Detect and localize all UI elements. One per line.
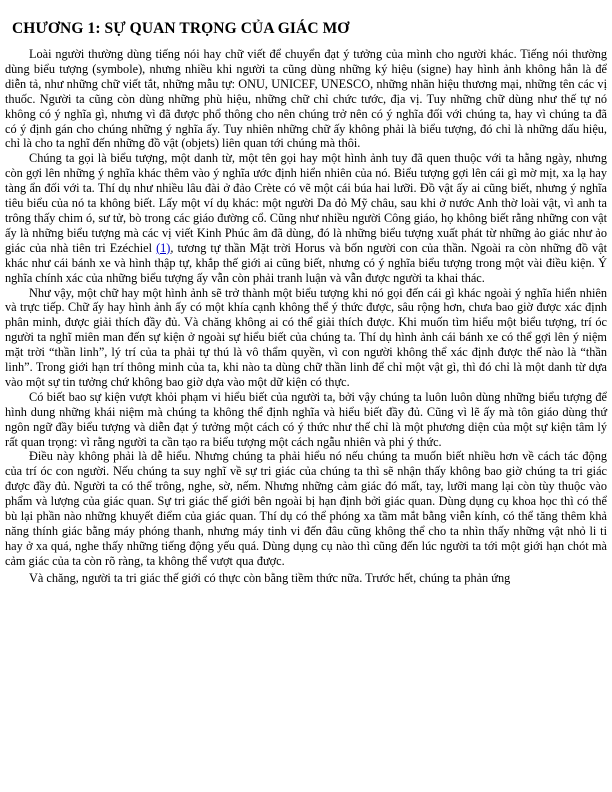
chapter-title: CHƯƠNG 1: SỰ QUAN TRỌNG CỦA GIÁC MƠ (12, 20, 350, 37)
paragraph-2-part-a: Chúng ta gọi là biểu tượng, một danh từ, một tên gọi hay một hình ảnh tuy đã quen thuộc với ta hằng ngày, nhưng còn gợi lên những ý nghĩa khác thêm vào ý nghĩa ước định hiển nhiên của nó. Biểu tượng gợi lên cái gì mờ mịt, xa lạ hay tàng ẩn đối với ta. Thí dụ như nhiều lâu đài ở đảo Crète có vẽ một cái búa hai lưỡi. Đồ vật ấy ai cũng biết, nhưng ý nghĩa tiêu biểu của nó ta không biết. Lấy một ví dụ khác: một người Da đỏ Mỹ châu, sau khi ở nước Anh thờ loài vật, vì anh ta trông thấy chim ó, sư tử, bò trong các giáo đường cổ. Cũng như nhiều người Công giáo, họ không biết rằng những con vật ấy là những biểu tượng mà các vị viết Kinh Phúc âm đã dùng, đó là những biểu tượng xuất phát từ những ảo giác như ảo giác của nhà tiên tri Ezéchiel (5, 151, 607, 255)
paragraph-1: Loài người thường dùng tiếng nói hay chữ viết để chuyển đạt ý tưởng của mình cho người khác. Tiếng nói thường dùng biểu tượng (symbole), nhưng nhiều khi người ta cũng dùng những ký hiệu (signe) hay hình ảnh không hẳn là để diễn tả, như những chữ viết tắt, những mẫu tự: ONU, UNICEF, UNESCO, những nhãn hiệu thương mại, những tên các vị thuốc. Người ta cũng còn dùng những phù hiệu, những chữ chỉ chức tước, địa vị. Tuy những chữ dùng như thế tự nó không có ý nghĩa gì, nhưng vì đã được phổ thông cho nên chúng trở nên có ý nghĩa đối với chúng ta, hay vì chúng ta đã có ý định gán cho chúng những ý nghĩa ấy. Tuy nhiên những chữ ấy không phải là biểu tượng, đó chỉ là những dấu hiệu, chỉ là cho ta nghĩ đến những đồ vật (objets) liên quan tới chúng mà thôi. (5, 47, 607, 151)
footnote-reference-link[interactable]: (1) (156, 240, 171, 255)
paragraph-6: Và chăng, người ta tri giác thế giới có thực còn bằng tiềm thức nữa. Trước hết, chúng ta phản ứng (29, 570, 511, 585)
paragraph-4: Có biết bao sự kiện vượt khỏi phạm vi hiểu biết của người ta, bởi vậy chúng ta luôn luôn dùng những biểu tượng để hình dung những khái niệm mà chúng ta không thể định nghĩa và hiểu biết đầy đủ. Cũng vì lẽ ấy mà tôn giáo dùng thứ ngôn ngữ đầy biểu tượng và diễn đạt ý tưởng một cách có ý thức như thế chỉ là một phương diện của một sự kiện tâm lý rất quan trọng: vì rằng người ta cần tạo ra biểu tượng một cách ngẫu nhiên và phi ý thức. (5, 389, 607, 449)
paragraph-2-part-b: , tương tự thần Mặt trời Horus và bốn người con của thần. Ngoài ra còn những đồ vật khác như cái bánh xe và hình thập tự, khắp thế giới ai cũng biết, nhưng có ý nghĩa biểu tượng trong một vài điều kiện. Ý nghĩa chính xác của những biểu tượng ấy vẫn còn phải tranh luận và vẫn được người ta khai thác. (5, 240, 607, 285)
paragraph-2 (5, 151, 607, 285)
body-text (5, 47, 607, 586)
paragraph-3: Như vậy, một chữ hay một hình ảnh sẽ trở thành một biểu tượng khi nó gọi đến cái gì khác ngoài ý nghĩa hiển nhiên và trực tiếp. Chữ ấy hay hình ảnh ấy có một khía cạnh không thể ý thức được, sâu rộng hơn, chưa bao giờ được xác định phân minh, được giải thích đầy đủ. Và chăng không ai có thể giải thích được. Khi muốn tìm hiểu một biểu tượng, trí óc người ta nghĩ miên man đến sự kiện ở ngoài sự hiểu biết của chúng ta. Thí dụ hình ảnh cái bánh xe có thể gợi lên ý niệm mặt trời “thần linh”, lý trí của ta phải tự thú là vô thẩm quyền, vì con người không thể xác định được thế nào là “thần linh”. Trong giới hạn trí thông minh của ta, khi nào ta dùng chữ thần linh để chỉ một vật gì, thì đó chỉ là một danh từ dựa vào một sự tin tưởng chứ không bao giờ dựa vào một dữ kiện có thực. (5, 285, 607, 389)
paragraph-5: Điều này không phải là dễ hiểu. Nhưng chúng ta phải hiểu nó nếu chúng ta muốn biết nhiều hơn về cách tác động của trí óc con người. Nếu chúng ta suy nghĩ về sự tri giác của chúng ta thì sẽ nhận thấy không bao giờ chúng ta tri giác được đầy đủ. Người ta có thể trông, nghe, sờ, nếm. Nhưng những cảm giác đó mất, tay, lưỡi mang lại còn tùy thuộc vào phẩm và lượng của giác quan. Sự tri giác thế giới bên ngoài bị hạn định bởi giác quan. Dùng dụng cụ khoa học thì có thể bù lại phần nào những khuyết điểm của giác quan. Thí dụ có thể phóng xa tầm mắt bằng viễn kính, có thể tăng thêm khả năng thính giác bằng máy phóng thanh, nhưng máy tinh vi đến đâu cũng không thể cho ta nhìn thấy những vật nhỏ li ti hay ở xa quá, nghe thấy những tiếng động yếu quá. Dùng dụng cụ nào thì cũng đến lúc người ta tới một giới hạn chót mà cảm giác của ta còn rõ ràng, ta không thể vượt qua được. (5, 449, 607, 568)
